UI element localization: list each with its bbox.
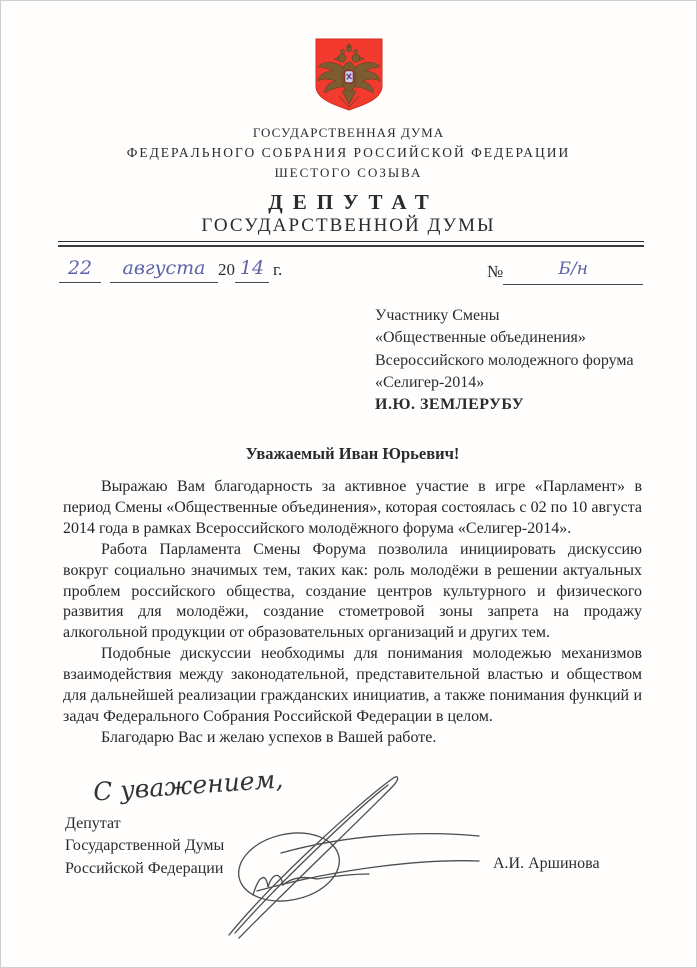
date-year-prefix: 20 bbox=[218, 260, 235, 279]
valediction-handwritten: С уважением, bbox=[92, 764, 285, 807]
body-paragraph-4: Благодарю Вас и желаю успехов в Вашей работе. bbox=[101, 728, 437, 746]
signer-name: А.И. Аршинова bbox=[493, 855, 600, 872]
recipient-block bbox=[375, 305, 645, 416]
date-day-handwritten: 22 bbox=[59, 257, 101, 283]
signer-title-line: Депутат bbox=[65, 815, 121, 832]
recipient-line: Всероссийского молодежного форума bbox=[375, 351, 634, 369]
org-name-line1: ГОСУДАРСТВЕННАЯ ДУМА bbox=[252, 125, 445, 140]
handwritten-signature-icon bbox=[223, 775, 493, 944]
date-month-handwritten: августа bbox=[110, 257, 218, 283]
signer-title-line: Российской Федерации bbox=[65, 859, 224, 877]
recipient-name: И.Ю. ЗЕМЛЕРУБУ bbox=[375, 396, 525, 414]
org-name-line3: ШЕСТОГО СОЗЫВА bbox=[274, 165, 423, 180]
recipient-line: «Общественные объединения» bbox=[375, 329, 586, 347]
signer-title-block bbox=[65, 813, 224, 880]
number-line bbox=[487, 259, 643, 285]
post-title-duma: ГОСУДАРСТВЕННОЙ ДУМЫ bbox=[201, 215, 496, 236]
body-paragraph-3: Подобные дискуссии необходимы для понимания молодежью механизмов взаимодействия между законодательной, представительной властью и обществом для дальнейшей реализации гражданских инициатив, а также понимания функций и задач Федерального Собрания Российской Федерации в целом. bbox=[63, 645, 642, 725]
date-year-unit: г. bbox=[273, 260, 283, 279]
number-value-handwritten: Б/н bbox=[503, 259, 643, 285]
date-year-suffix-handwritten: 14 bbox=[235, 257, 269, 283]
letter-body bbox=[63, 444, 642, 749]
recipient-line: Участнику Смены bbox=[375, 307, 500, 324]
number-sign: № bbox=[487, 262, 504, 281]
russia-coat-of-arms-icon bbox=[309, 38, 389, 112]
date-line bbox=[59, 257, 282, 283]
post-title-deputy: ДЕПУТАТ bbox=[268, 190, 439, 214]
signer-title-line: Государственной Думы bbox=[65, 837, 225, 855]
recipient-line: «Селигер-2014» bbox=[375, 373, 485, 391]
letterhead-org-lines bbox=[1, 123, 696, 183]
org-name-line2: ФЕДЕРАЛЬНОГО СОБРАНИЯ РОССИЙСКОЙ ФЕДЕРАЦИИ bbox=[126, 145, 571, 160]
letterhead-divider-rule bbox=[58, 241, 644, 247]
salutation: Уважаемый Иван Юрьевич! bbox=[245, 444, 460, 463]
body-paragraph-2: Работа Парламента Смены Форума позволила инициировать дискуссию вокруг социально значимых тем, таких как: роль молодёжи в решении актуальных проблем российского общества, создание центров культурного и физического развития для молодёжи, создание стометровой зоны запрета на продажу алкогольной продукции от образовательных организаций и других тем. bbox=[63, 540, 642, 642]
body-paragraph-1: Выражаю Вам благодарность за активное участие в игре «Парламент» в период Смены «Общественные объединения», которая состоялась с 02 по 10 августа 2014 года в рамках Всероссийского молодёжного форума «Селигер-2014». bbox=[63, 478, 642, 537]
